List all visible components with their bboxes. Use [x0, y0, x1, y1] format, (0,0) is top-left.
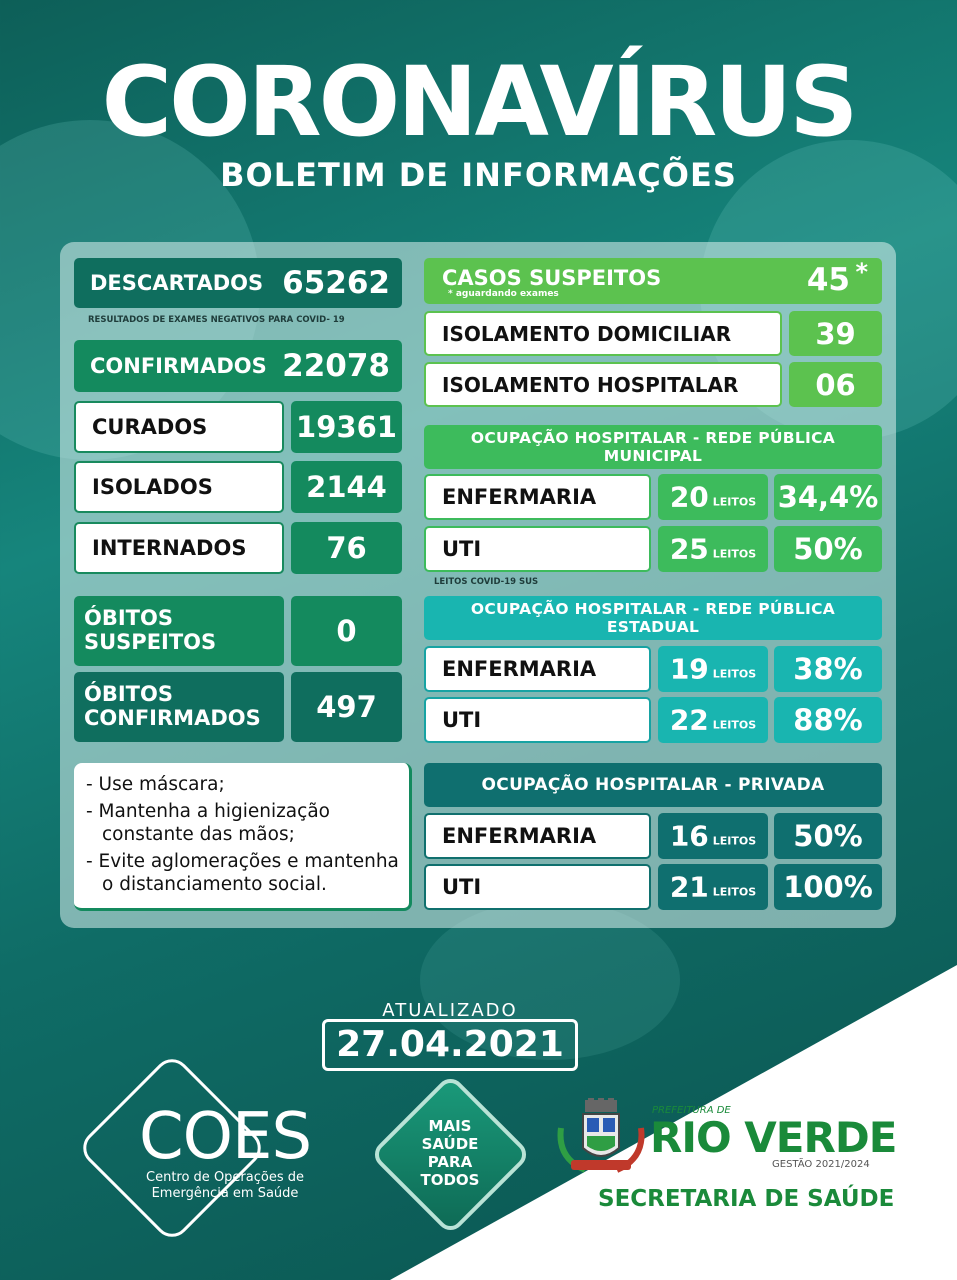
municipal-enfermaria-pct-box	[774, 474, 882, 520]
page-title: CORONAVÍRUS	[101, 46, 856, 158]
privada-enfermaria-leitos-box	[658, 813, 768, 859]
tip-item: - Use máscara;	[86, 774, 225, 795]
isolamento-domiciliar-label: ISOLAMENTO DOMICILIAR	[442, 321, 732, 346]
estadual-uti-leitos-box	[658, 697, 768, 743]
obitos-confirmados-value-box	[291, 672, 402, 742]
municipal-enfermaria-label-box	[424, 474, 651, 520]
estadual-enfermaria-leitos-box	[658, 646, 768, 692]
descartados-note: RESULTADOS DE EXAMES NEGATIVOS PARA COVID- 19	[88, 315, 345, 325]
isolados-value-box	[291, 461, 402, 513]
descartados-label: DESCARTADOS	[90, 271, 264, 295]
privada-uti-label-box	[424, 864, 651, 910]
obitos-suspeitos-value-box	[291, 596, 402, 666]
isolamento-domiciliar-value-box	[789, 311, 882, 356]
curados-label: CURADOS	[92, 415, 208, 439]
curados-value: 19361	[296, 410, 397, 444]
municipal-uti-pct: 50%	[793, 532, 863, 566]
estadual-header-text: OCUPAÇÃO HOSPITALAR - REDE PÚBLICA ESTADUAL	[470, 600, 836, 636]
privada-enfermaria-leitos: 16	[669, 819, 709, 853]
internados-value: 76	[326, 531, 367, 565]
privada-header	[424, 763, 882, 807]
privada-uti-pct: 100%	[783, 870, 873, 904]
municipal-uti-pct-box	[774, 526, 882, 572]
municipal-enfermaria-label: ENFERMARIA	[442, 485, 597, 509]
updated-label: ATUALIZADO	[382, 1000, 518, 1021]
leitos-word: LEITOS	[712, 547, 757, 561]
privada-enfermaria-label-box	[424, 813, 651, 859]
tip-item: - Mantenha a higienização constante das mãos;	[86, 801, 330, 845]
casos-suspeitos-value: 45	[806, 262, 850, 298]
estadual-header	[424, 596, 882, 640]
isolados-label: ISOLADOS	[92, 475, 213, 499]
rio-verde-coat-of-arms-icon	[555, 1098, 647, 1182]
municipal-header-text: OCUPAÇÃO HOSPITALAR - REDE PÚBLICA MUNICIPAL	[470, 429, 836, 465]
privada-header-text: OCUPAÇÃO HOSPITALAR - PRIVADA	[481, 775, 825, 795]
estadual-enfermaria-leitos: 19	[669, 652, 709, 686]
obitos-suspeitos-label-line2: SUSPEITOS	[84, 630, 217, 654]
prevention-tips	[74, 763, 412, 911]
estadual-enfermaria-pct-box	[774, 646, 882, 692]
mais-saude-line: SAÚDE	[421, 1135, 479, 1153]
confirmados-box	[74, 340, 402, 392]
privada-uti-pct-box	[774, 864, 882, 910]
municipal-enfermaria-leitos: 20	[669, 480, 709, 514]
internados-label: INTERNADOS	[92, 536, 247, 560]
confirmados-value: 22078	[282, 348, 390, 384]
estadual-uti-pct: 88%	[793, 703, 863, 737]
mais-saude-line: MAIS	[428, 1117, 472, 1135]
estadual-uti-pct-box	[774, 697, 882, 743]
isolamento-hospitalar-label: ISOLAMENTO HOSPITALAR	[442, 372, 739, 397]
isolados-label-box	[74, 461, 284, 513]
isolamento-hospitalar-label-box	[424, 362, 782, 407]
descartados-value: 65262	[282, 265, 390, 301]
leitos-word: LEITOS	[712, 718, 757, 732]
privada-uti-leitos: 21	[669, 870, 709, 904]
internados-label-box	[74, 522, 284, 574]
confirmados-label: CONFIRMADOS	[90, 354, 267, 378]
municipal-note: LEITOS COVID-19 SUS	[434, 577, 539, 587]
estadual-enfermaria-label-box	[424, 646, 651, 692]
isolamento-hospitalar-value-box	[789, 362, 882, 407]
curados-value-box	[291, 401, 402, 453]
casos-suspeitos-note: * aguardando exames	[448, 289, 559, 299]
privada-uti-leitos-box	[658, 864, 768, 910]
mais-saude-line: TODOS	[420, 1171, 480, 1189]
obitos-confirmados-label-box	[74, 672, 284, 742]
estadual-uti-leitos: 22	[669, 703, 709, 737]
casos-suspeitos-asterisk: *	[855, 258, 868, 286]
municipal-uti-leitos: 25	[669, 532, 709, 566]
estadual-enfermaria-pct: 38%	[793, 652, 863, 686]
municipal-enfermaria-pct: 34,4%	[777, 480, 879, 514]
obitos-confirmados-label-line2: CONFIRMADOS	[84, 706, 261, 730]
mais-saude-line: PARA	[427, 1153, 473, 1171]
casos-suspeitos-box	[424, 258, 882, 304]
coes-subtitle-line1: Centro de Operações de	[146, 1170, 304, 1185]
municipal-uti-label: UTI	[442, 537, 482, 561]
page-subtitle: BOLETIM DE INFORMAÇÕES	[220, 156, 737, 194]
isolamento-domiciliar-label-box	[424, 311, 782, 356]
estadual-uti-label: UTI	[442, 708, 482, 732]
gestao-label: GESTÃO 2021/2024	[772, 1159, 870, 1170]
municipal-header	[424, 425, 882, 469]
coes-subtitle-line2: Emergência em Saúde	[151, 1186, 299, 1201]
internados-value-box	[291, 522, 402, 574]
isolamento-hospitalar-value: 06	[815, 367, 856, 402]
coes-subtitle	[125, 1170, 325, 1202]
secretaria-saude-label: SECRETARIA DE SAÚDE	[598, 1186, 895, 1212]
municipal-uti-leitos-box	[658, 526, 768, 572]
mais-saude-text	[400, 1117, 500, 1189]
obitos-suspeitos-label-box	[74, 596, 284, 666]
obitos-suspeitos-value: 0	[336, 614, 357, 648]
isolados-value: 2144	[306, 470, 387, 504]
prefeitura-label: PREFEITURA DE	[652, 1105, 731, 1116]
leitos-word: LEITOS	[712, 834, 757, 848]
rio-verde-name: RIO VERDE	[650, 1113, 897, 1162]
obitos-confirmados-value: 497	[316, 690, 377, 724]
tip-item: - Evite aglomerações e mantenha o distanciamento social.	[86, 851, 399, 895]
casos-suspeitos-label: CASOS SUSPEITOS	[442, 266, 662, 290]
curados-label-box	[74, 401, 284, 453]
obitos-suspeitos-label-line1: ÓBITOS	[84, 606, 173, 630]
privada-enfermaria-pct: 50%	[793, 819, 863, 853]
leitos-word: LEITOS	[712, 667, 757, 681]
updated-date: 27.04.2021	[322, 1019, 578, 1071]
estadual-enfermaria-label: ENFERMARIA	[442, 657, 597, 681]
isolamento-domiciliar-value: 39	[815, 316, 856, 351]
privada-enfermaria-label: ENFERMARIA	[442, 824, 597, 848]
descartados-box	[74, 258, 402, 308]
coes-logo-text: COES	[138, 1100, 312, 1174]
obitos-confirmados-label-line1: ÓBITOS	[84, 682, 173, 706]
leitos-word: LEITOS	[712, 885, 757, 899]
estadual-uti-label-box	[424, 697, 651, 743]
municipal-enfermaria-leitos-box	[658, 474, 768, 520]
privada-uti-label: UTI	[442, 875, 482, 899]
privada-enfermaria-pct-box	[774, 813, 882, 859]
leitos-word: LEITOS	[712, 495, 757, 509]
municipal-uti-label-box	[424, 526, 651, 572]
